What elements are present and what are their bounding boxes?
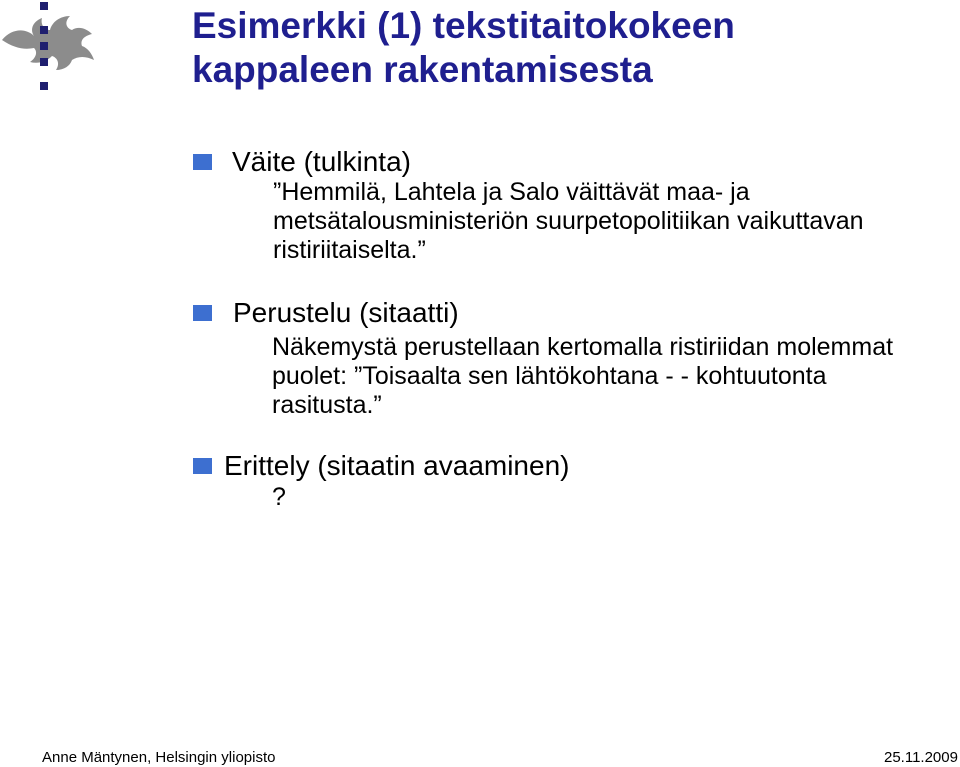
footer-author: Anne Mäntynen, Helsingin yliopisto — [42, 749, 276, 766]
square-bullet-icon — [193, 154, 212, 170]
section-heading: Väite (tulkinta) — [232, 146, 411, 177]
square-bullet-icon — [193, 458, 212, 474]
body-line: puolet: ”Toisaalta sen lähtökohtana - - kohtuutonta — [272, 362, 827, 390]
section-body — [273, 178, 864, 265]
section-heading: Erittely (sitaatin avaaminen) — [224, 450, 570, 481]
university-flame-logo-icon — [0, 0, 96, 92]
body-line: ”Hemmilä, Lahtela ja Salo väittävät maa- ja — [273, 178, 750, 206]
body-line: ristiriitaiselta.” — [273, 236, 426, 264]
title-line: kappaleen rakentamisesta — [192, 49, 653, 90]
section-heading: Perustelu (sitaatti) — [233, 297, 459, 328]
body-line: metsätalousministeriön suurpetopolitiikan vaikuttavan — [273, 207, 864, 235]
section-body — [272, 483, 286, 512]
body-line: Näkemystä perustellaan kertomalla ristiriidan molemmat — [272, 333, 894, 361]
body-line: ? — [272, 483, 286, 511]
title-line: Esimerkki (1) tekstitaitokokeen — [192, 5, 735, 46]
section-body — [272, 333, 893, 420]
footer-date: 25.11.2009 — [884, 749, 958, 766]
slide-title — [192, 4, 735, 92]
body-line: rasitusta.” — [272, 391, 382, 419]
square-bullet-icon — [193, 305, 212, 321]
